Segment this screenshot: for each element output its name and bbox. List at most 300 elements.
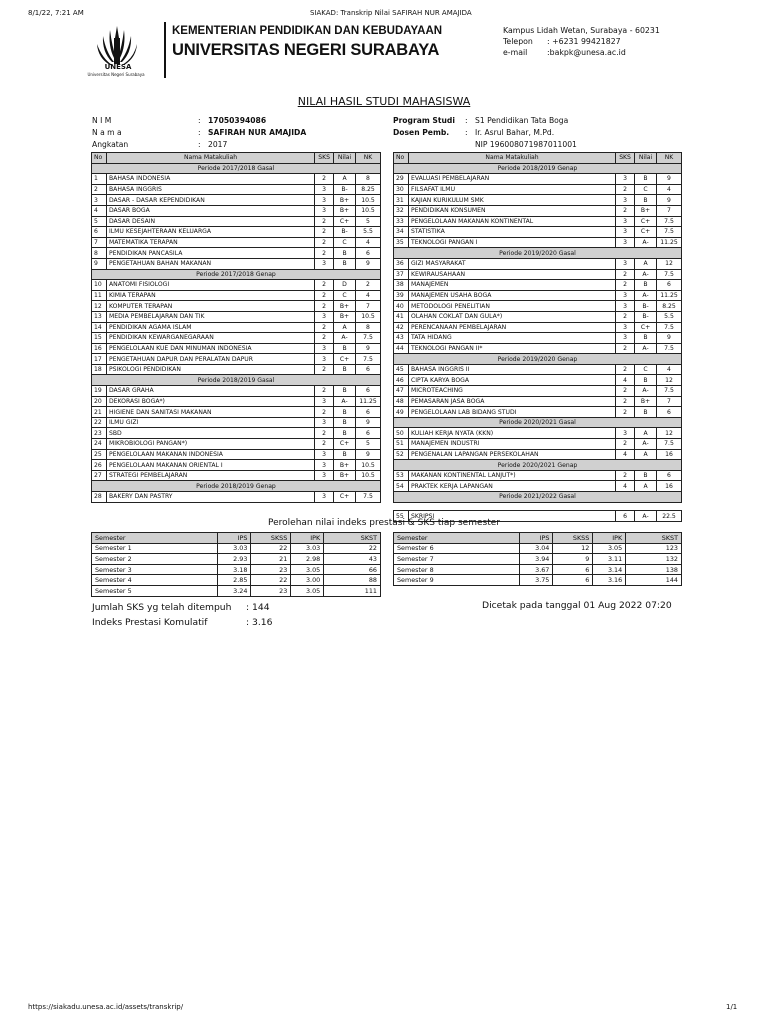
period-row <box>92 163 381 174</box>
course-nk: 11.25 <box>657 237 682 248</box>
table-row <box>394 396 682 407</box>
course-name: PENDIDIKAN KEWARGANEGARAAN <box>106 333 314 344</box>
table-row <box>394 470 682 481</box>
table-row <box>92 470 381 481</box>
table-row <box>394 195 682 206</box>
course-name: TEKNOLOGI PANGAN II* <box>408 343 615 354</box>
semester-ips: 3.18 <box>218 564 251 575</box>
course-name: EVALUASI PEMBELAJARAN <box>408 174 615 185</box>
period-label: Periode 2020/2021 Genap <box>394 460 682 471</box>
course-name: MIKROBIOLOGI PANGAN*) <box>106 439 314 450</box>
col-course-name: Nama Matakuliah <box>408 153 615 164</box>
semester-skst: 88 <box>324 575 381 586</box>
course-name: MATEMATIKA TERAPAN <box>106 237 314 248</box>
course-grade: C+ <box>334 216 356 227</box>
course-name: PENGENALAN LAPANGAN PERSEKOLAHAN <box>408 449 615 460</box>
course-nk: 7.5 <box>356 333 381 344</box>
course-grade: A- <box>334 396 356 407</box>
course-nk: 7.5 <box>657 322 682 333</box>
program-value: S1 Pendidikan Tata Boga <box>475 116 569 125</box>
course-sks: 3 <box>315 417 334 428</box>
course-nk: 7.5 <box>356 354 381 365</box>
course-number: 21 <box>92 407 107 418</box>
course-sks: 2 <box>315 428 334 439</box>
student-identity <box>92 115 306 151</box>
advisor-value: Ir. Asrul Bahar, M.Pd. <box>475 128 555 137</box>
print-url: https://siakadu.unesa.ac.id/assets/transkrip/ <box>28 1003 184 1011</box>
course-nk: 10.5 <box>356 470 381 481</box>
semester-row <box>92 543 381 554</box>
period-row <box>394 163 682 174</box>
course-sks: 2 <box>616 343 635 354</box>
course-sks: 2 <box>616 364 635 375</box>
course-nk: 6 <box>356 407 381 418</box>
course-grade: B <box>635 333 657 344</box>
course-nk: 7.5 <box>657 269 682 280</box>
period-row <box>394 417 682 428</box>
course-sks: 3 <box>315 354 334 365</box>
table-row <box>394 407 682 418</box>
course-nk: 9 <box>356 343 381 354</box>
semester-skst: 111 <box>324 585 381 596</box>
course-sks: 2 <box>315 301 334 312</box>
gpa-label: Indeks Prestasi Komulatif <box>92 617 208 628</box>
course-sks: 2 <box>315 407 334 418</box>
semester-ips: 3.75 <box>520 575 553 586</box>
semester-semester: Semester 2 <box>92 554 218 565</box>
course-name: MEDIA PEMBELAJARAN DAN TIK <box>106 311 314 322</box>
course-grade: A <box>635 258 657 269</box>
semester-ips: 3.03 <box>218 543 251 554</box>
course-nk: 9 <box>356 449 381 460</box>
table-row <box>92 449 381 460</box>
table-row <box>92 354 381 365</box>
course-name: BAKERY DAN PASTRY <box>106 492 314 503</box>
course-name: PEMASARAN JASA BOGA <box>408 396 615 407</box>
course-sks: 3 <box>616 333 635 344</box>
course-number: 33 <box>394 216 409 227</box>
university-name: UNIVERSITAS NEGERI SURABAYA <box>172 41 440 59</box>
course-grade: C <box>635 184 657 195</box>
program-label: Program Studi <box>393 116 455 125</box>
period-label: Periode 2020/2021 Gasal <box>394 417 682 428</box>
table-row <box>92 322 381 333</box>
course-name: PERENCANAAN PEMBELAJARAN <box>408 322 615 333</box>
program-sep: : <box>465 116 468 125</box>
course-grade: A <box>635 428 657 439</box>
course-sks: 3 <box>315 311 334 322</box>
summary-block <box>92 600 272 630</box>
course-number: 32 <box>394 205 409 216</box>
course-sks: 3 <box>315 195 334 206</box>
course-number: 17 <box>92 354 107 365</box>
course-number: 13 <box>92 311 107 322</box>
course-nk: 6 <box>657 407 682 418</box>
table-row <box>92 195 381 206</box>
course-grade: B <box>635 470 657 481</box>
period-row <box>394 492 682 503</box>
course-number: 2 <box>92 184 107 195</box>
semester-ipk: 3.03 <box>291 543 324 554</box>
period-label: Periode 2017/2018 Genap <box>92 269 381 280</box>
course-number: 49 <box>394 407 409 418</box>
course-nk: 12 <box>657 375 682 386</box>
table-row <box>92 290 381 301</box>
course-sks: 2 <box>616 311 635 322</box>
course-name: PENGELOLAAN MAKANAN INDONESIA <box>106 449 314 460</box>
course-sks: 3 <box>616 227 635 238</box>
course-sks: 3 <box>616 322 635 333</box>
course-name: MANAJEMEN INDUSTRI <box>408 439 615 450</box>
table-row <box>394 481 682 492</box>
table-row <box>92 343 381 354</box>
semester-skss: 9 <box>553 554 593 565</box>
course-grade: B <box>334 428 356 439</box>
table-row <box>394 184 682 195</box>
course-sks: 2 <box>315 290 334 301</box>
course-grade: C+ <box>635 322 657 333</box>
col-sks: SKS <box>315 153 334 164</box>
course-name: PENDIDIKAN KONSUMEN <box>408 205 615 216</box>
table-row <box>394 205 682 216</box>
course-grade: A- <box>635 269 657 280</box>
course-nk: 10.5 <box>356 205 381 216</box>
course-number: 24 <box>92 439 107 450</box>
course-nk: 6 <box>356 428 381 439</box>
course-name: CIPTA KARYA BOGA <box>408 375 615 386</box>
course-number: 5 <box>92 216 107 227</box>
course-number: 20 <box>92 396 107 407</box>
col-skss: SKSS <box>553 533 593 544</box>
course-number: 54 <box>394 481 409 492</box>
phone-label: Telepon <box>503 37 533 46</box>
table-row <box>394 280 682 291</box>
semester-row <box>394 564 682 575</box>
course-sks: 3 <box>616 258 635 269</box>
semester-ips: 3.04 <box>520 543 553 554</box>
course-name: PENDIDIKAN PANCASILA <box>106 248 314 259</box>
col-semester: Semester <box>394 533 520 544</box>
semester-skst: 138 <box>626 564 682 575</box>
col-ips: IPS <box>520 533 553 544</box>
semester-skss: 6 <box>553 575 593 586</box>
table-row <box>92 184 381 195</box>
print-timestamp: 8/1/22, 7:21 AM <box>28 9 84 17</box>
course-name: TATA HIDANG <box>408 333 615 344</box>
table-row <box>394 237 682 248</box>
course-number: 55 <box>394 511 409 522</box>
period-row <box>92 481 381 492</box>
course-sks: 3 <box>315 470 334 481</box>
name-sep: : <box>198 128 201 137</box>
course-number: 7 <box>92 237 107 248</box>
course-number: 35 <box>394 237 409 248</box>
course-name: MANAJEMEN <box>408 280 615 291</box>
course-name: TEKNOLOGI PANGAN I <box>408 237 615 248</box>
course-grade: B+ <box>334 311 356 322</box>
course-sks: 3 <box>315 184 334 195</box>
course-sks: 2 <box>616 280 635 291</box>
semester-ipk: 2.98 <box>291 554 324 565</box>
course-sks: 3 <box>315 449 334 460</box>
semester-row <box>394 543 682 554</box>
col-nk: NK <box>657 153 682 164</box>
header-divider <box>164 22 166 78</box>
course-name: KIMIA TERAPAN <box>106 290 314 301</box>
table-row <box>394 439 682 450</box>
period-label: Periode 2018/2019 Genap <box>92 481 381 492</box>
course-name: BAHASA INGGRIS <box>106 184 314 195</box>
course-name: STRATEGI PEMBELAJARAN <box>106 470 314 481</box>
course-nk: 8.25 <box>356 184 381 195</box>
semester-skst: 123 <box>626 543 682 554</box>
course-name: PENGELOLAAN MAKANAN KONTINENTAL <box>408 216 615 227</box>
period-row <box>394 248 682 259</box>
semester-skss: 23 <box>251 585 291 596</box>
course-grade: B+ <box>635 205 657 216</box>
course-sks: 4 <box>616 481 635 492</box>
semester-table-right <box>393 532 682 586</box>
course-nk: 7 <box>356 301 381 312</box>
print-doc-title: SIAKAD: Transkrip Nilai SAFIRAH NUR AMAJIDA <box>310 9 472 17</box>
course-nk: 9 <box>657 174 682 185</box>
semester-skst: 132 <box>626 554 682 565</box>
course-sks: 3 <box>315 258 334 269</box>
course-sks: 3 <box>315 396 334 407</box>
spacer-cell <box>394 502 682 511</box>
semester-ipk: 3.14 <box>593 564 626 575</box>
course-name: PENGELOLAAN LAB BIDANG STUDI <box>408 407 615 418</box>
course-grade: A- <box>635 511 657 522</box>
table-row <box>394 333 682 344</box>
course-number: 48 <box>394 396 409 407</box>
course-nk: 6 <box>657 470 682 481</box>
printed-date: Dicetak pada tanggal 01 Aug 2022 07:20 <box>482 600 672 611</box>
period-row <box>92 375 381 386</box>
course-number: 47 <box>394 386 409 397</box>
course-grade: B- <box>334 184 356 195</box>
page-title: NILAI HASIL STUDI MAHASISWA <box>297 95 471 108</box>
course-nk: 7.5 <box>657 386 682 397</box>
semester-row <box>92 564 381 575</box>
course-name: PENGETAHUAN DAPUR DAN PERALATAN DAPUR <box>106 354 314 365</box>
course-sks: 2 <box>315 386 334 397</box>
course-name: BAHASA INGGRIS II <box>408 364 615 375</box>
course-number: 6 <box>92 227 107 238</box>
course-nk: 8 <box>356 174 381 185</box>
course-nk: 12 <box>657 258 682 269</box>
semester-skss: 23 <box>251 564 291 575</box>
table-row <box>92 216 381 227</box>
table-row <box>394 386 682 397</box>
course-sks: 2 <box>315 364 334 375</box>
table-row <box>92 333 381 344</box>
semester-skst: 144 <box>626 575 682 586</box>
course-number: 10 <box>92 280 107 291</box>
course-number: 19 <box>92 386 107 397</box>
course-nk: 5 <box>356 216 381 227</box>
course-name: PENGELOLAAN MAKANAN ORIENTAL I <box>106 460 314 471</box>
course-nk: 8 <box>356 322 381 333</box>
course-grade: B <box>635 407 657 418</box>
col-grade: Nilai <box>635 153 657 164</box>
course-number: 1 <box>92 174 107 185</box>
course-number: 40 <box>394 301 409 312</box>
course-sks: 3 <box>315 343 334 354</box>
course-sks: 3 <box>315 460 334 471</box>
semester-row <box>394 575 682 586</box>
course-name: MICROTEACHING <box>408 386 615 397</box>
course-nk: 2 <box>356 280 381 291</box>
name-value: SAFIRAH NUR AMAJIDA <box>208 128 307 137</box>
semester-row <box>92 554 381 565</box>
course-name: KOMPUTER TERAPAN <box>106 301 314 312</box>
name-label: N a m a <box>92 128 122 137</box>
period-label: Periode 2018/2019 Genap <box>394 163 682 174</box>
course-name: PENGELOLAAN KUE DAN MINUMAN INDONESIA <box>106 343 314 354</box>
course-grade: A <box>635 449 657 460</box>
course-nk: 6 <box>657 280 682 291</box>
table-row <box>394 502 682 511</box>
semester-skss: 22 <box>251 575 291 586</box>
course-sks: 2 <box>616 470 635 481</box>
course-number: 22 <box>92 417 107 428</box>
course-nk: 5 <box>356 439 381 450</box>
table-row <box>92 227 381 238</box>
course-grade: B <box>334 248 356 259</box>
course-nk: 8.25 <box>657 301 682 312</box>
semester-skst: 66 <box>324 564 381 575</box>
course-grade: B <box>635 375 657 386</box>
course-sks: 2 <box>616 269 635 280</box>
course-sks: 2 <box>616 184 635 195</box>
course-nk: 5.5 <box>356 227 381 238</box>
course-grade: B+ <box>334 195 356 206</box>
email-label: e-mail <box>503 48 528 57</box>
table-row <box>92 301 381 312</box>
course-sks: 2 <box>315 322 334 333</box>
table-row <box>394 269 682 280</box>
course-grade: B+ <box>334 301 356 312</box>
course-grade: B+ <box>334 470 356 481</box>
course-number: 45 <box>394 364 409 375</box>
advisor-sep: : <box>465 128 468 137</box>
course-name: HIGIENE DAN SANITASI MAKANAN <box>106 407 314 418</box>
course-name: METODOLOGI PENELITIAN <box>408 301 615 312</box>
course-grade: B <box>334 386 356 397</box>
total-sks-label: Jumlah SKS yg telah ditempuh <box>92 602 232 613</box>
course-name: DASAR BOGA <box>106 205 314 216</box>
course-number: 31 <box>394 195 409 206</box>
course-number: 29 <box>394 174 409 185</box>
table-row <box>394 343 682 354</box>
course-grade: C <box>334 237 356 248</box>
course-grade: C+ <box>334 492 356 503</box>
semester-ipk: 3.16 <box>593 575 626 586</box>
semester-semester: Semester 6 <box>394 543 520 554</box>
semester-ipk: 3.05 <box>593 543 626 554</box>
course-sks: 4 <box>616 449 635 460</box>
period-row <box>394 354 682 365</box>
course-number: 26 <box>92 460 107 471</box>
course-sks: 2 <box>616 407 635 418</box>
course-nk: 9 <box>657 333 682 344</box>
period-label: Periode 2021/2022 Gasal <box>394 492 682 503</box>
course-number: 14 <box>92 322 107 333</box>
nim-label: N I M <box>92 116 112 125</box>
col-skst: SKST <box>324 533 381 544</box>
course-number: 39 <box>394 290 409 301</box>
semester-ips: 3.67 <box>520 564 553 575</box>
course-sks: 6 <box>616 511 635 522</box>
course-number: 8 <box>92 248 107 259</box>
course-nk: 7.5 <box>657 227 682 238</box>
program-identity <box>393 115 577 151</box>
course-number: 11 <box>92 290 107 301</box>
table-row <box>394 174 682 185</box>
table-row <box>92 396 381 407</box>
semester-row <box>92 585 381 596</box>
col-nk: NK <box>356 153 381 164</box>
ministry-name: KEMENTERIAN PENDIDIKAN DAN KEBUDAYAAN <box>172 25 443 37</box>
course-nk: 9 <box>657 195 682 206</box>
course-grade: A- <box>635 343 657 354</box>
course-number: 16 <box>92 343 107 354</box>
table-row <box>394 258 682 269</box>
table-row <box>92 407 381 418</box>
semester-semester: Semester 8 <box>394 564 520 575</box>
course-nk: 11.25 <box>657 290 682 301</box>
course-grade: A- <box>635 386 657 397</box>
course-grade: B+ <box>635 396 657 407</box>
course-number: 34 <box>394 227 409 238</box>
table-row <box>92 248 381 259</box>
semester-skss: 22 <box>251 543 291 554</box>
table-row <box>92 386 381 397</box>
course-grade: D <box>334 280 356 291</box>
table-row <box>394 301 682 312</box>
course-number: 27 <box>92 470 107 481</box>
course-nk: 12 <box>657 428 682 439</box>
semester-heading: Perolehan nilai indeks prestasi & SKS tiap semester <box>268 518 500 528</box>
semester-row <box>92 575 381 586</box>
semester-ips: 2.85 <box>218 575 251 586</box>
course-sks: 3 <box>315 205 334 216</box>
course-table-right <box>393 152 682 522</box>
course-number: 50 <box>394 428 409 439</box>
period-label: Periode 2018/2019 Gasal <box>92 375 381 386</box>
course-grade: A <box>334 322 356 333</box>
course-nk: 7.5 <box>356 492 381 503</box>
course-name: SKRIPSI <box>408 511 615 522</box>
course-nk: 16 <box>657 449 682 460</box>
course-grade: A- <box>635 290 657 301</box>
table-row <box>394 364 682 375</box>
course-number: 3 <box>92 195 107 206</box>
course-sks: 2 <box>315 174 334 185</box>
course-grade: A- <box>635 237 657 248</box>
course-name: DEKORASI BOGA*) <box>106 396 314 407</box>
period-row <box>394 460 682 471</box>
table-row <box>394 216 682 227</box>
semester-semester: Semester 1 <box>92 543 218 554</box>
course-sks: 2 <box>315 248 334 259</box>
advisor-nip: NIP 196008071987011001 <box>475 140 577 149</box>
course-grade: B <box>334 364 356 375</box>
email-value[interactable]: :bakpk@unesa.ac.id <box>547 48 626 57</box>
course-name: BAHASA INDONESIA <box>106 174 314 185</box>
course-sks: 2 <box>616 439 635 450</box>
